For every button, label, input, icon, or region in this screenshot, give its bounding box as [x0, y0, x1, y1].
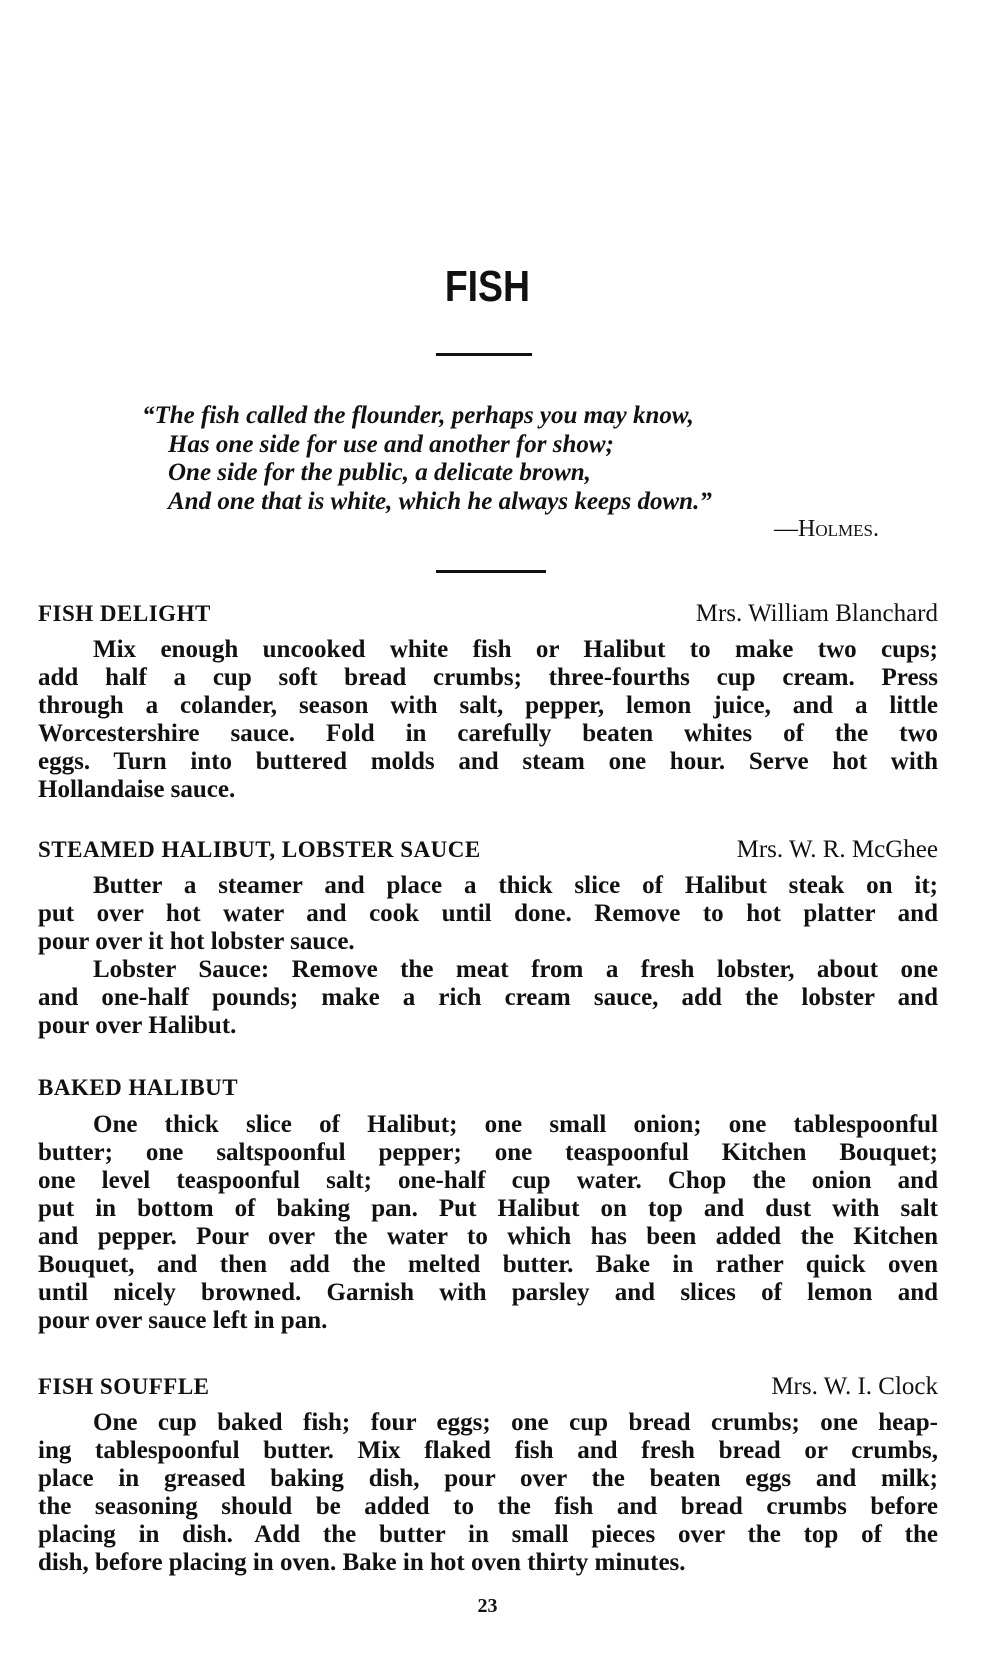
recipe-header — [38, 1075, 938, 1107]
text-line: placing in dish. Add the butter in small pieces over the top of the — [38, 1521, 938, 1548]
recipe-section — [38, 1373, 938, 1577]
recipe-author: Mrs. W. R. McGhee — [736, 836, 938, 863]
recipe-body — [38, 636, 938, 804]
recipe-section — [38, 1075, 938, 1335]
recipe-body — [38, 1111, 938, 1335]
text-line: Butter a steamer and place a thick slice of Halibut steak on it; — [93, 872, 938, 899]
text-line: Mix enough uncooked white fish or Halibut to make two cups; — [93, 636, 938, 663]
recipe-section — [38, 836, 938, 1040]
recipe-title: FISH DELIGHT — [38, 601, 211, 626]
recipe-author: Mrs. W. I. Clock — [771, 1373, 938, 1400]
recipe-header — [38, 836, 938, 868]
text-line: until nicely browned. Garnish with parsley and slices of lemon and — [38, 1279, 938, 1306]
recipe-body — [38, 1409, 938, 1577]
poem-attribution: —Holmes. — [774, 516, 879, 542]
page-number: 23 — [477, 1595, 498, 1617]
recipe-title: STEAMED HALIBUT, LOBSTER SAUCE — [38, 837, 481, 862]
recipe-section — [38, 600, 938, 804]
epigraph-poem — [142, 402, 712, 516]
text-line: One thick slice of Halibut; one small onion; one tablespoonful — [93, 1111, 938, 1138]
text-line: Hollandaise sauce. — [38, 776, 236, 803]
recipe-title: BAKED HALIBUT — [38, 1075, 239, 1100]
text-line: eggs. Turn into buttered molds and steam one hour. Serve hot with — [38, 748, 938, 775]
divider — [436, 570, 546, 573]
poem-line: One side for the public, a delicate brown, — [168, 459, 591, 486]
text-line: through a colander, season with salt, pepper, lemon juice, and a little — [38, 692, 938, 719]
poem-line: And one that is white, which he always keeps down.” — [168, 487, 712, 515]
recipe-body — [38, 872, 938, 1040]
recipe-title: FISH SOUFFLE — [38, 1374, 210, 1399]
poem-line: Has one side for use and another for show; — [168, 430, 614, 458]
divider — [436, 353, 532, 356]
text-line: the seasoning should be added to the fish and bread crumbs before — [38, 1493, 938, 1520]
text-line: butter; one saltspoonful pepper; one teaspoonful Kitchen Bouquet; — [38, 1139, 938, 1166]
text-line: add half a cup soft bread crumbs; three-fourths cup cream. Press — [38, 664, 938, 691]
recipe-header — [38, 600, 938, 632]
text-line: one level teaspoonful salt; one-half cup water. Chop the onion and — [38, 1167, 938, 1194]
text-line: and one-half pounds; make a rich cream sauce, add the lobster and — [38, 984, 938, 1011]
text-line: and pepper. Pour over the water to which has been added the Kitchen — [38, 1223, 938, 1250]
text-line: Lobster Sauce: Remove the meat from a fresh lobster, about one — [93, 956, 938, 983]
text-line: pour over Halibut. — [38, 1012, 237, 1039]
text-line: Worcestershire sauce. Fold in carefully beaten whites of the two — [38, 720, 938, 747]
recipe-author: Mrs. William Blanchard — [695, 600, 938, 627]
page-title: FISH — [444, 262, 531, 311]
text-line: Bouquet, and then add the melted butter. Bake in rather quick oven — [38, 1251, 938, 1278]
text-line: put in bottom of baking pan. Put Halibut on top and dust with salt — [38, 1195, 938, 1222]
text-line: place in greased baking dish, pour over the beaten eggs and milk; — [38, 1465, 938, 1492]
recipe-header — [38, 1373, 938, 1405]
poem-line: “The fish called the flounder, perhaps you may know, — [142, 402, 694, 429]
text-line: ing tablespoonful butter. Mix flaked fish and fresh bread or crumbs, — [38, 1437, 938, 1464]
text-line: put over hot water and cook until done. Remove to hot platter and — [38, 900, 938, 927]
text-line: dish, before placing in oven. Bake in hot oven thirty minutes. — [38, 1549, 686, 1576]
text-line: One cup baked fish; four eggs; one cup bread crumbs; one heap- — [93, 1409, 938, 1436]
text-line: pour over it hot lobster sauce. — [38, 928, 355, 955]
text-line: pour over sauce left in pan. — [38, 1307, 328, 1334]
